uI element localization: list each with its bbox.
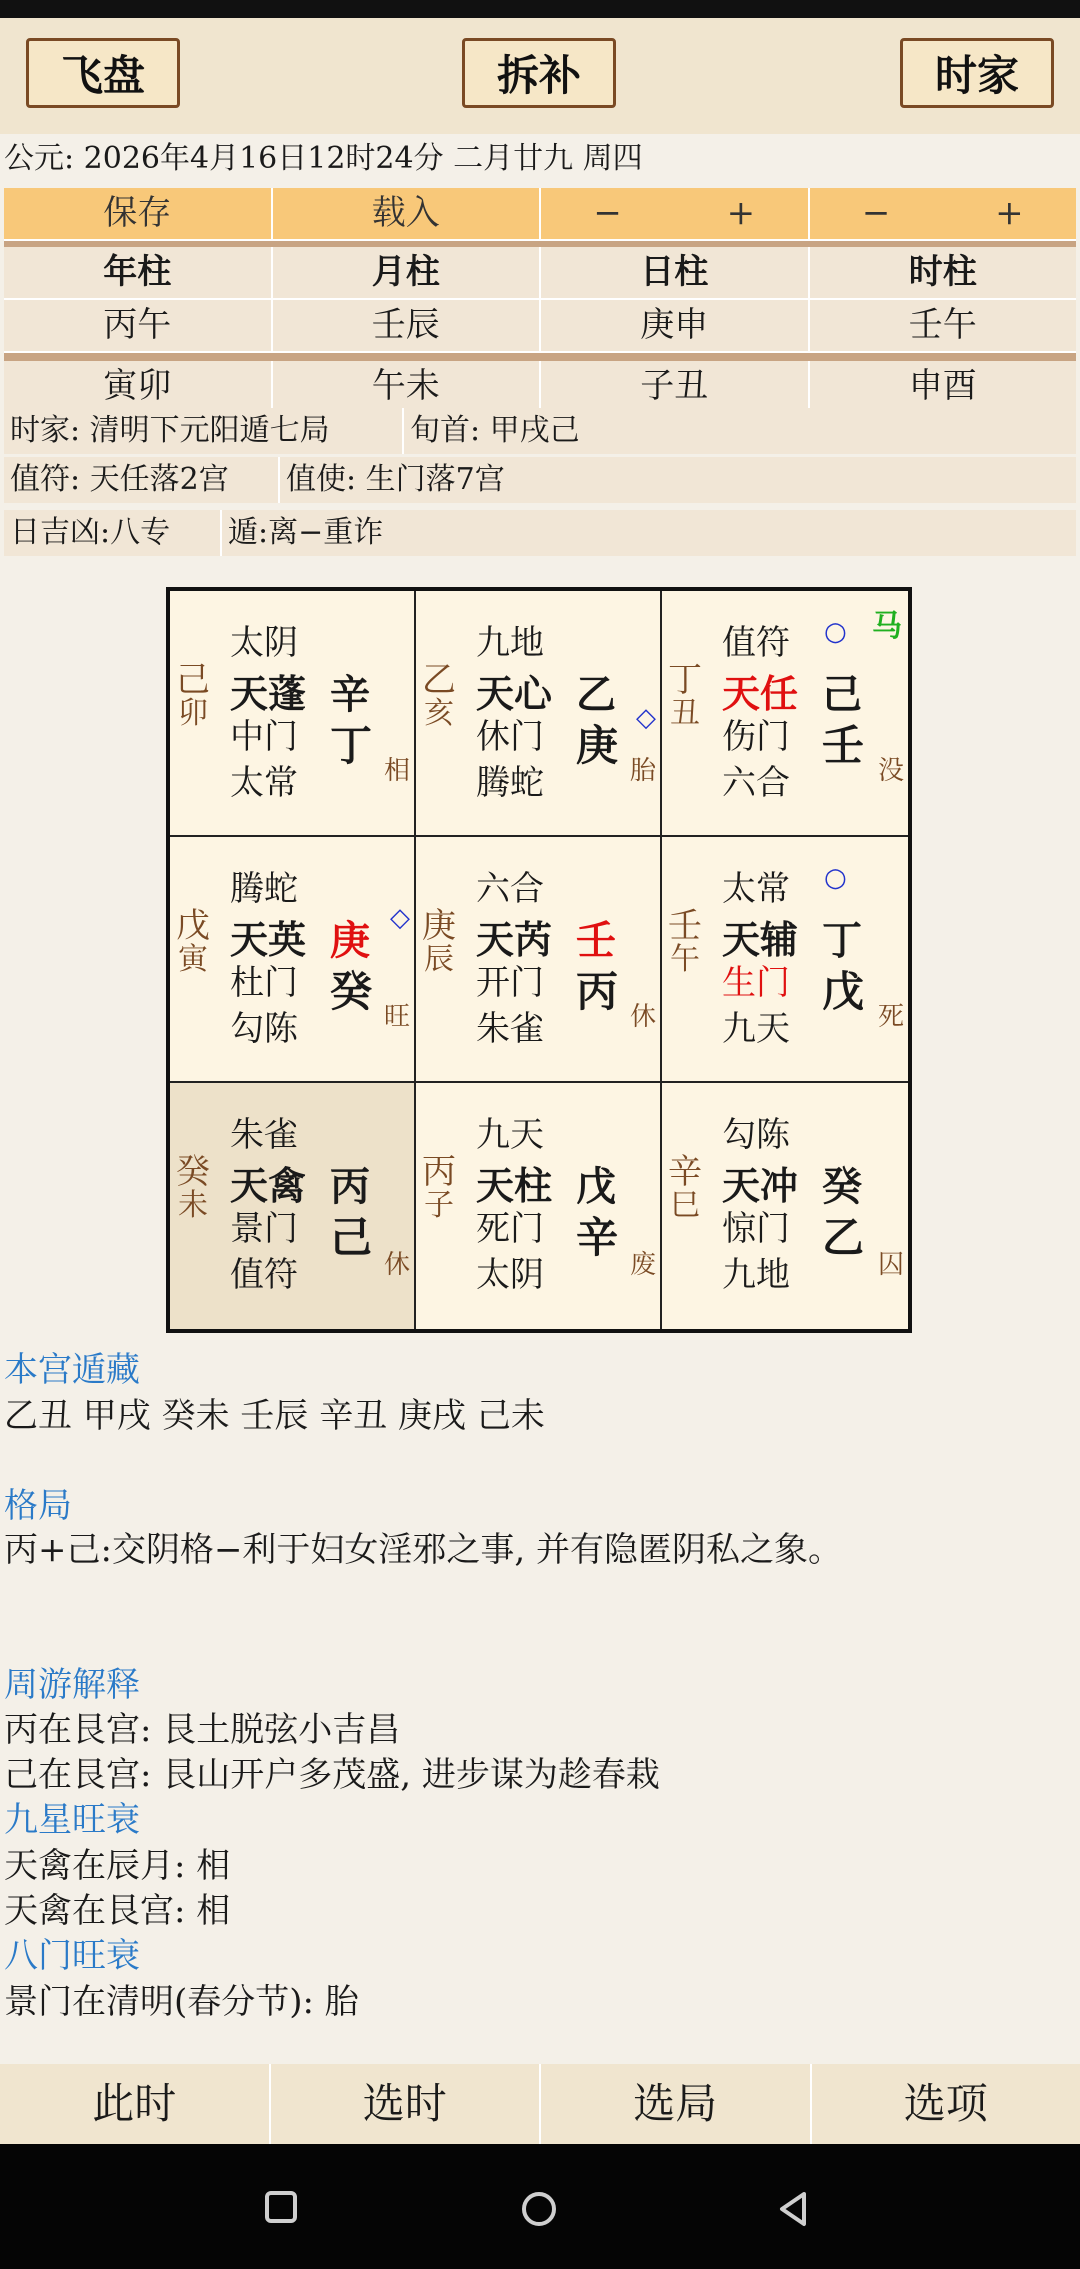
horse-marker: 马: [872, 609, 902, 644]
palace-gen[interactable]: [170, 1083, 416, 1329]
circle-icon: ○: [824, 863, 847, 893]
divider: [4, 353, 1076, 361]
palace-heaven-stem: 乙: [576, 671, 616, 718]
doors-title: 八门旺衰: [4, 1936, 140, 1976]
doors-line: 景门在清明(春分节): 胎: [4, 1982, 359, 2022]
pattern-title: 格局: [4, 1486, 72, 1526]
hidden-stems-text: 乙丑 甲戌 癸未 壬辰 辛丑 庚戌 己未: [4, 1396, 545, 1436]
palace-heaven-stem: 辛: [330, 671, 370, 718]
palace-heaven-stem: 戊: [576, 1163, 616, 1210]
app-header: [0, 18, 1080, 134]
tour-title: 周游解释: [4, 1665, 140, 1705]
palace-door: 杜门: [230, 963, 298, 1003]
year-pillar: 丙午: [4, 300, 273, 351]
palace-qian[interactable]: [662, 1083, 908, 1329]
palace-stem: 辛: [576, 1213, 619, 1262]
palace-kan[interactable]: [416, 1083, 662, 1329]
stars-title: 九星旺衰: [4, 1800, 140, 1840]
palace-earth-stem: 庚 辰: [422, 906, 456, 977]
palace-door: 生门: [722, 963, 790, 1003]
system-nav-bar: [0, 2144, 1080, 2269]
stars-line: 天禽在艮宫: 相: [4, 1891, 231, 1931]
date-line: 公元: 2026年4月16日12时24分 二月廿九 周四: [4, 141, 643, 176]
palace-earth-stem: 戊 寅: [176, 906, 210, 977]
palace-heaven-stem: 庚: [330, 917, 370, 964]
palace-door: 惊门: [722, 1209, 790, 1249]
palace-god: 值符: [722, 623, 790, 663]
palace-god2: 太阴: [476, 1255, 544, 1295]
recent-apps-icon[interactable]: [264, 2190, 298, 2224]
palace-stem: 丁: [330, 721, 373, 770]
palace-state: 休: [629, 1002, 656, 1032]
palace-stem: 癸: [330, 967, 373, 1016]
palace-god2: 勾陈: [230, 1009, 298, 1049]
status-bar: [0, 0, 1080, 18]
zhifu-text: 值符: 天任落2宫: [4, 457, 280, 503]
hour-pillar-header: 时柱: [908, 252, 977, 292]
palace-star: 天柱: [476, 1163, 553, 1208]
palace-star: 天禽: [230, 1163, 307, 1208]
palace-center[interactable]: [416, 837, 662, 1083]
palace-state: 旺: [383, 1002, 410, 1032]
palace-heaven-stem: 丁: [822, 917, 862, 964]
palace-door: 中门: [230, 717, 298, 757]
diamond-icon: ◇: [390, 903, 410, 933]
back-icon[interactable]: [776, 2190, 810, 2228]
palace-god: 六合: [476, 869, 544, 909]
palace-star: 天冲: [722, 1163, 799, 1208]
tab-now[interactable]: 此时: [0, 2064, 271, 2144]
palace-xun[interactable]: [170, 591, 416, 837]
day-plus-button[interactable]: +: [726, 193, 756, 233]
palace-door: 伤门: [722, 717, 790, 757]
palace-god2: 值符: [230, 1255, 298, 1295]
tour-line: 丙在艮宫: 艮土脱弦小吉昌: [4, 1710, 401, 1750]
hidden-stems-title: 本宫遁藏: [4, 1350, 140, 1390]
day-stepper: [541, 188, 810, 239]
palace-stem: 庚: [576, 721, 619, 770]
palace-heaven-stem: 癸: [822, 1163, 862, 1210]
chaibu-button[interactable]: 拆补: [462, 38, 616, 108]
palace-state: 死: [877, 1002, 904, 1032]
palace-god: 腾蛇: [230, 869, 298, 909]
palace-state: 废: [629, 1250, 656, 1280]
xunshou-text: 旬首: 甲戌己: [410, 413, 580, 448]
month-pillar-header: 月柱: [273, 247, 542, 298]
palace-state: 相: [383, 756, 410, 786]
palace-god: 勾陈: [722, 1115, 790, 1155]
palace-god: 朱雀: [230, 1115, 298, 1155]
year-void: 寅卯: [4, 361, 273, 412]
palace-god: 太常: [722, 869, 790, 909]
palace-state: 没: [877, 756, 904, 786]
stars-line: 天禽在辰月: 相: [4, 1846, 231, 1886]
palace-star: 天任: [722, 671, 799, 716]
ju-text: 时家: 清明下元阳遁七局: [4, 408, 404, 454]
hour-plus-button[interactable]: +: [995, 193, 1024, 233]
palace-god2: 九地: [722, 1255, 790, 1295]
zhishi-text: 值使: 生门落7宫: [286, 462, 505, 497]
day-minus-button[interactable]: −: [593, 193, 622, 233]
info-row-ju: [4, 408, 1076, 454]
palace-god2: 腾蛇: [476, 763, 544, 803]
hour-pillar: 壬午: [908, 305, 977, 345]
hour-void: 申酉: [908, 366, 977, 406]
palace-li[interactable]: [416, 591, 662, 837]
palace-stem: 丙: [576, 967, 619, 1016]
day-pillar: 庚申: [541, 300, 810, 351]
pillars-table: [4, 188, 1076, 414]
palace-earth-stem: 癸 未: [176, 1152, 210, 1223]
palace-god: 九天: [476, 1115, 544, 1155]
palace-star: 天芮: [476, 917, 553, 962]
palace-door: 休门: [476, 717, 544, 757]
palace-star: 天心: [476, 671, 553, 716]
shijia-button[interactable]: 时家: [900, 38, 1054, 108]
palace-god2: 太常: [230, 763, 298, 803]
palace-dui[interactable]: [662, 837, 908, 1083]
info-row-zhifu: [4, 457, 1076, 503]
palace-god2: 九天: [722, 1009, 790, 1049]
palace-door: 景门: [230, 1209, 298, 1249]
diamond-icon: ◇: [636, 703, 656, 733]
tour-line: 己在艮宫: 艮山开户多茂盛, 进步谋为趁春栽: [4, 1755, 660, 1795]
palace-stem: 戊: [822, 967, 865, 1016]
palace-state: 休: [383, 1250, 410, 1280]
palace-god: 九地: [476, 623, 544, 663]
palace-kun[interactable]: [662, 591, 908, 837]
palace-god2: 六合: [722, 763, 790, 803]
palace-stem: 乙: [822, 1213, 865, 1262]
save-button[interactable]: 保存: [4, 188, 273, 239]
month-pillar: 壬辰: [273, 300, 542, 351]
palace-stem: 壬: [822, 721, 865, 770]
day-void: 子丑: [541, 361, 810, 412]
palace-star: 天辅: [722, 917, 799, 962]
palace-earth-stem: 丙 子: [422, 1152, 456, 1223]
palace-earth-stem: 壬 午: [668, 906, 702, 977]
day-pillar-header: 日柱: [541, 247, 810, 298]
palace-earth-stem: 己 卯: [176, 660, 210, 731]
palace-heaven-stem: 壬: [576, 917, 616, 964]
dun-text: 遁:离−重诈: [228, 515, 384, 550]
palace-earth-stem: 乙 亥: [422, 660, 456, 731]
month-void: 午未: [273, 361, 542, 412]
palace-heaven-stem: 丙: [330, 1163, 370, 1210]
hour-stepper: [810, 188, 1077, 239]
tab-select-ju[interactable]: 选局: [541, 2064, 812, 2144]
year-pillar-header: 年柱: [4, 247, 273, 298]
palace-door: 开门: [476, 963, 544, 1003]
circle-icon: ○: [824, 617, 847, 647]
load-button[interactable]: 载入: [273, 188, 542, 239]
rijixiong-text: 日吉凶:八专: [4, 510, 222, 556]
palace-state: 囚: [877, 1250, 904, 1280]
feipan-button[interactable]: 飞盘: [26, 38, 180, 108]
palace-earth-stem: 辛 巳: [668, 1152, 702, 1223]
tab-options[interactable]: 选项: [903, 2079, 988, 2128]
qimen-chart: [166, 587, 912, 1333]
palace-earth-stem: 丁 丑: [668, 660, 702, 731]
palace-god2: 朱雀: [476, 1009, 544, 1049]
palace-zhen[interactable]: [170, 837, 416, 1083]
info-row-rijixiong: [4, 510, 1076, 556]
palace-star: 天蓬: [230, 671, 307, 716]
palace-star: 天英: [230, 917, 307, 962]
palace-god: 太阴: [230, 623, 298, 663]
home-icon[interactable]: [520, 2190, 558, 2228]
palace-door: 死门: [476, 1209, 544, 1249]
palace-heaven-stem: 己: [822, 671, 862, 718]
tab-select-time[interactable]: 选时: [271, 2064, 542, 2144]
palace-state: 胎: [629, 756, 656, 786]
bottom-tabs: [0, 2064, 1080, 2144]
pattern-text: 丙+己:交阴格−利于妇女淫邪之事, 并有隐匿阴私之象。: [4, 1530, 843, 1570]
palace-stem: 己: [330, 1213, 373, 1262]
hour-minus-button[interactable]: −: [861, 193, 891, 233]
